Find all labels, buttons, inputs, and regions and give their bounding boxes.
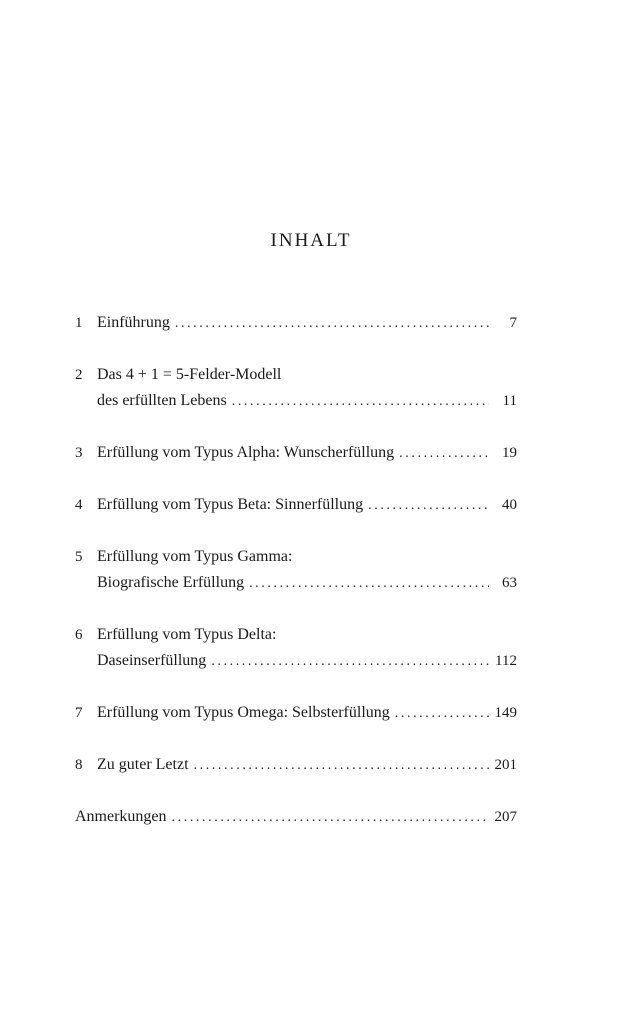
table-of-contents (75, 310, 517, 856)
page-title: INHALT (270, 230, 352, 251)
page-number: 207 (494, 809, 517, 825)
chapter-number: 2 (75, 367, 83, 383)
chapter-number: 1 (75, 315, 83, 331)
chapter-title: Erfüllung vom Typus Gamma: (97, 548, 293, 565)
chapter-title: Zu guter Letzt (97, 756, 189, 773)
toc-entry-7[interactable] (75, 700, 517, 726)
dot-leader (399, 441, 489, 467)
page-number: 63 (502, 575, 517, 591)
toc-entry-6[interactable] (75, 622, 517, 674)
chapter-title: Einführung (97, 314, 170, 331)
dot-leader (368, 493, 489, 519)
toc-line (75, 310, 517, 336)
chapter-title: Erfüllung vom Typus Omega: Selbsterfüllung (97, 704, 390, 721)
chapter-title: Das 4 + 1 = 5-Felder-Modell (97, 366, 282, 383)
page-number: 40 (502, 497, 517, 513)
chapter-title: Erfüllung vom Typus Beta: Sinnerfüllung (97, 496, 364, 513)
page-number: 201 (494, 757, 517, 773)
toc-line (75, 622, 517, 648)
toc-entry-1[interactable] (75, 310, 517, 336)
chapter-title-continued: Biografische Erfüllung (97, 574, 245, 591)
chapter-number: 5 (75, 549, 83, 565)
toc-line (75, 804, 517, 830)
chapter-number: 6 (75, 627, 83, 643)
chapter-title-continued: Daseinserfüllung (97, 652, 207, 669)
page-number: 11 (502, 393, 517, 409)
toc-entry-2[interactable] (75, 362, 517, 414)
toc-entry-5[interactable] (75, 544, 517, 596)
chapter-title: Erfüllung vom Typus Alpha: Wunscherfüllung (97, 444, 395, 461)
toc-line (75, 362, 517, 388)
toc-line (75, 752, 517, 778)
toc-line (75, 544, 517, 570)
toc-line (75, 492, 517, 518)
dot-leader (211, 649, 489, 675)
toc-entry-3[interactable] (75, 440, 517, 466)
page-number: 7 (509, 315, 517, 331)
dot-leader (395, 701, 489, 727)
toc-line (75, 700, 517, 726)
toc-entry-4[interactable] (75, 492, 517, 518)
toc-line (75, 440, 517, 466)
toc-line (75, 388, 517, 414)
toc-entry-8[interactable] (75, 752, 517, 778)
dot-leader (249, 571, 489, 597)
dot-leader (175, 311, 489, 337)
page-number: 112 (495, 653, 517, 669)
toc-line (75, 648, 517, 674)
page-number: 149 (494, 705, 517, 721)
page-number: 19 (502, 445, 517, 461)
toc-entry-notes[interactable] (75, 804, 517, 830)
toc-line (75, 570, 517, 596)
chapter-title: Anmerkungen (75, 808, 167, 825)
chapter-title: Erfüllung vom Typus Delta: (97, 626, 277, 643)
chapter-title-continued: des erfüllten Lebens (97, 392, 227, 409)
dot-leader (232, 389, 489, 415)
dot-leader (172, 805, 489, 831)
chapter-number: 4 (75, 497, 83, 513)
chapter-number: 3 (75, 445, 83, 461)
chapter-number: 8 (75, 757, 83, 773)
dot-leader (194, 753, 489, 779)
chapter-number: 7 (75, 705, 83, 721)
